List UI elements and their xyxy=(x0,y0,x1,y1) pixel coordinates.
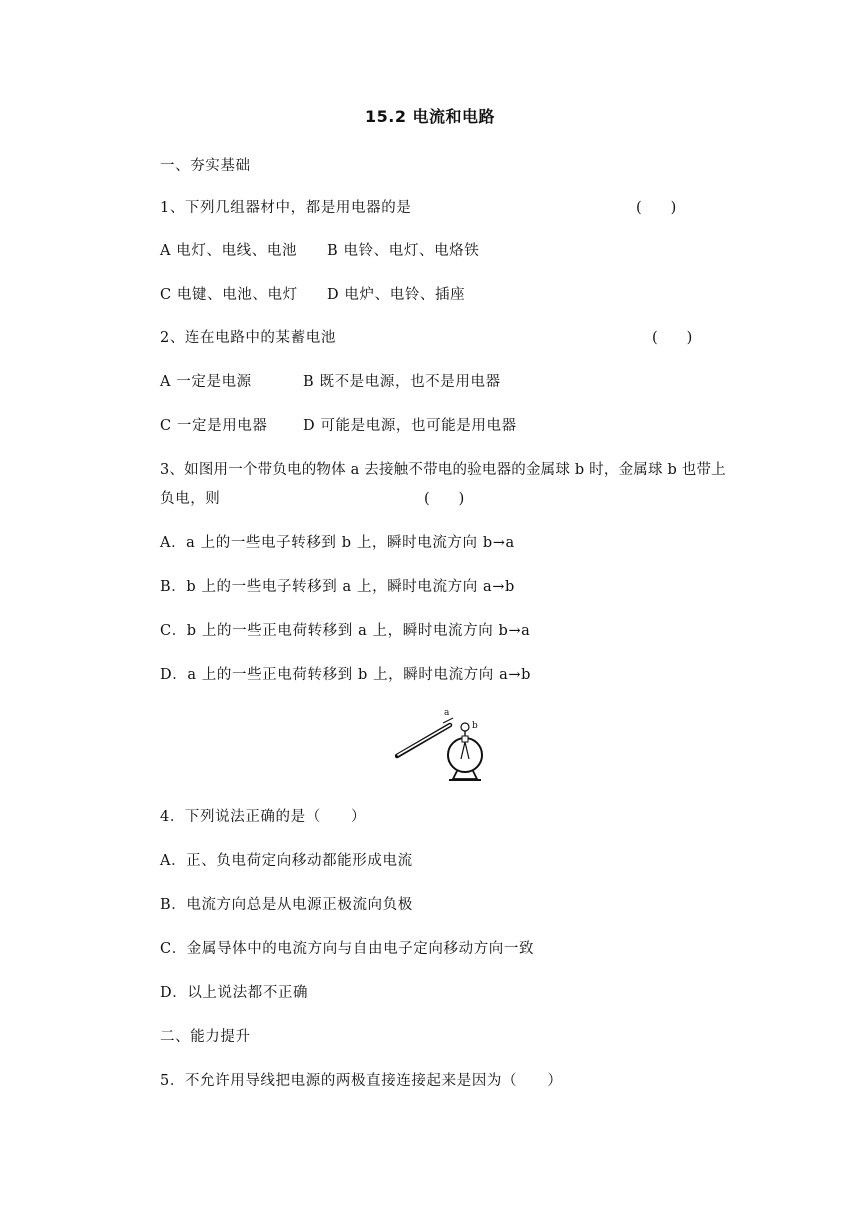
question-5-stem: 5．不允许用导线把电源的两极直接连接起来是因为（ ） xyxy=(160,1073,563,1089)
section-heading-basics: 一、夯实基础 xyxy=(160,158,251,174)
label-b: b xyxy=(472,721,478,731)
question-4-option-c: C．金属导体中的电流方向与自由电子定向移动方向一致 xyxy=(160,941,535,957)
question-1-option-b: B 电铃、电灯、电烙铁 xyxy=(327,243,480,259)
question-3-option-b: B．b 上的一些电子转移到 a 上，瞬时电流方向 a→b xyxy=(160,579,515,595)
question-4-option-b: B．电流方向总是从电源正极流向负极 xyxy=(160,897,413,913)
metal-ball-b xyxy=(461,723,469,731)
question-2-answer-blank: ( ) xyxy=(652,330,693,346)
question-1-answer-blank: ( ) xyxy=(636,200,677,216)
question-3-stem-line-2: 负电，则 xyxy=(160,491,221,507)
electroscope-figure xyxy=(395,703,495,785)
question-1-option-d: D 电炉、电铃、插座 xyxy=(327,287,466,303)
question-1-option-c: C 电键、电池、电灯 xyxy=(160,287,298,303)
question-3-answer-blank: ( ) xyxy=(424,491,465,507)
question-1-option-a: A 电灯、电线、电池 xyxy=(160,243,298,259)
charged-rod-a xyxy=(397,718,453,756)
question-1-stem: 1、下列几组器材中，都是用电器的是 xyxy=(160,200,412,216)
page-title: 15.2 电流和电路 xyxy=(364,107,496,126)
question-2-option-b: B 既不是电源，也不是用电器 xyxy=(303,374,501,390)
electroscope xyxy=(448,731,482,780)
question-2-stem: 2、连在电路中的某蓄电池 xyxy=(160,330,336,346)
question-4-option-d: D．以上说法都不正确 xyxy=(160,985,309,1001)
question-3-option-a: A．a 上的一些电子转移到 b 上，瞬时电流方向 b→a xyxy=(160,535,515,551)
question-2-option-c: C 一定是用电器 xyxy=(160,418,268,434)
question-2-option-a: A 一定是电源 xyxy=(160,374,252,390)
label-a: a xyxy=(444,708,450,718)
question-3-stem-line-1: 3、如图用一个带负电的物体 a 去接触不带电的验电器的金属球 b 时，金属球 b 也带上 xyxy=(160,462,726,478)
section-heading-advanced: 二、能力提升 xyxy=(160,1029,251,1045)
question-2-option-d: D 可能是电源，也可能是用电器 xyxy=(303,418,517,434)
question-4-stem: 4．下列说法正确的是（ ） xyxy=(160,809,367,825)
question-4-option-a: A．正、负电荷定向移动都能形成电流 xyxy=(160,853,413,869)
question-3-option-c: C．b 上的一些正电荷转移到 a 上，瞬时电流方向 b→a xyxy=(160,623,531,639)
question-3-option-d: D．a 上的一些正电荷转移到 b 上，瞬时电流方向 a→b xyxy=(160,667,531,683)
